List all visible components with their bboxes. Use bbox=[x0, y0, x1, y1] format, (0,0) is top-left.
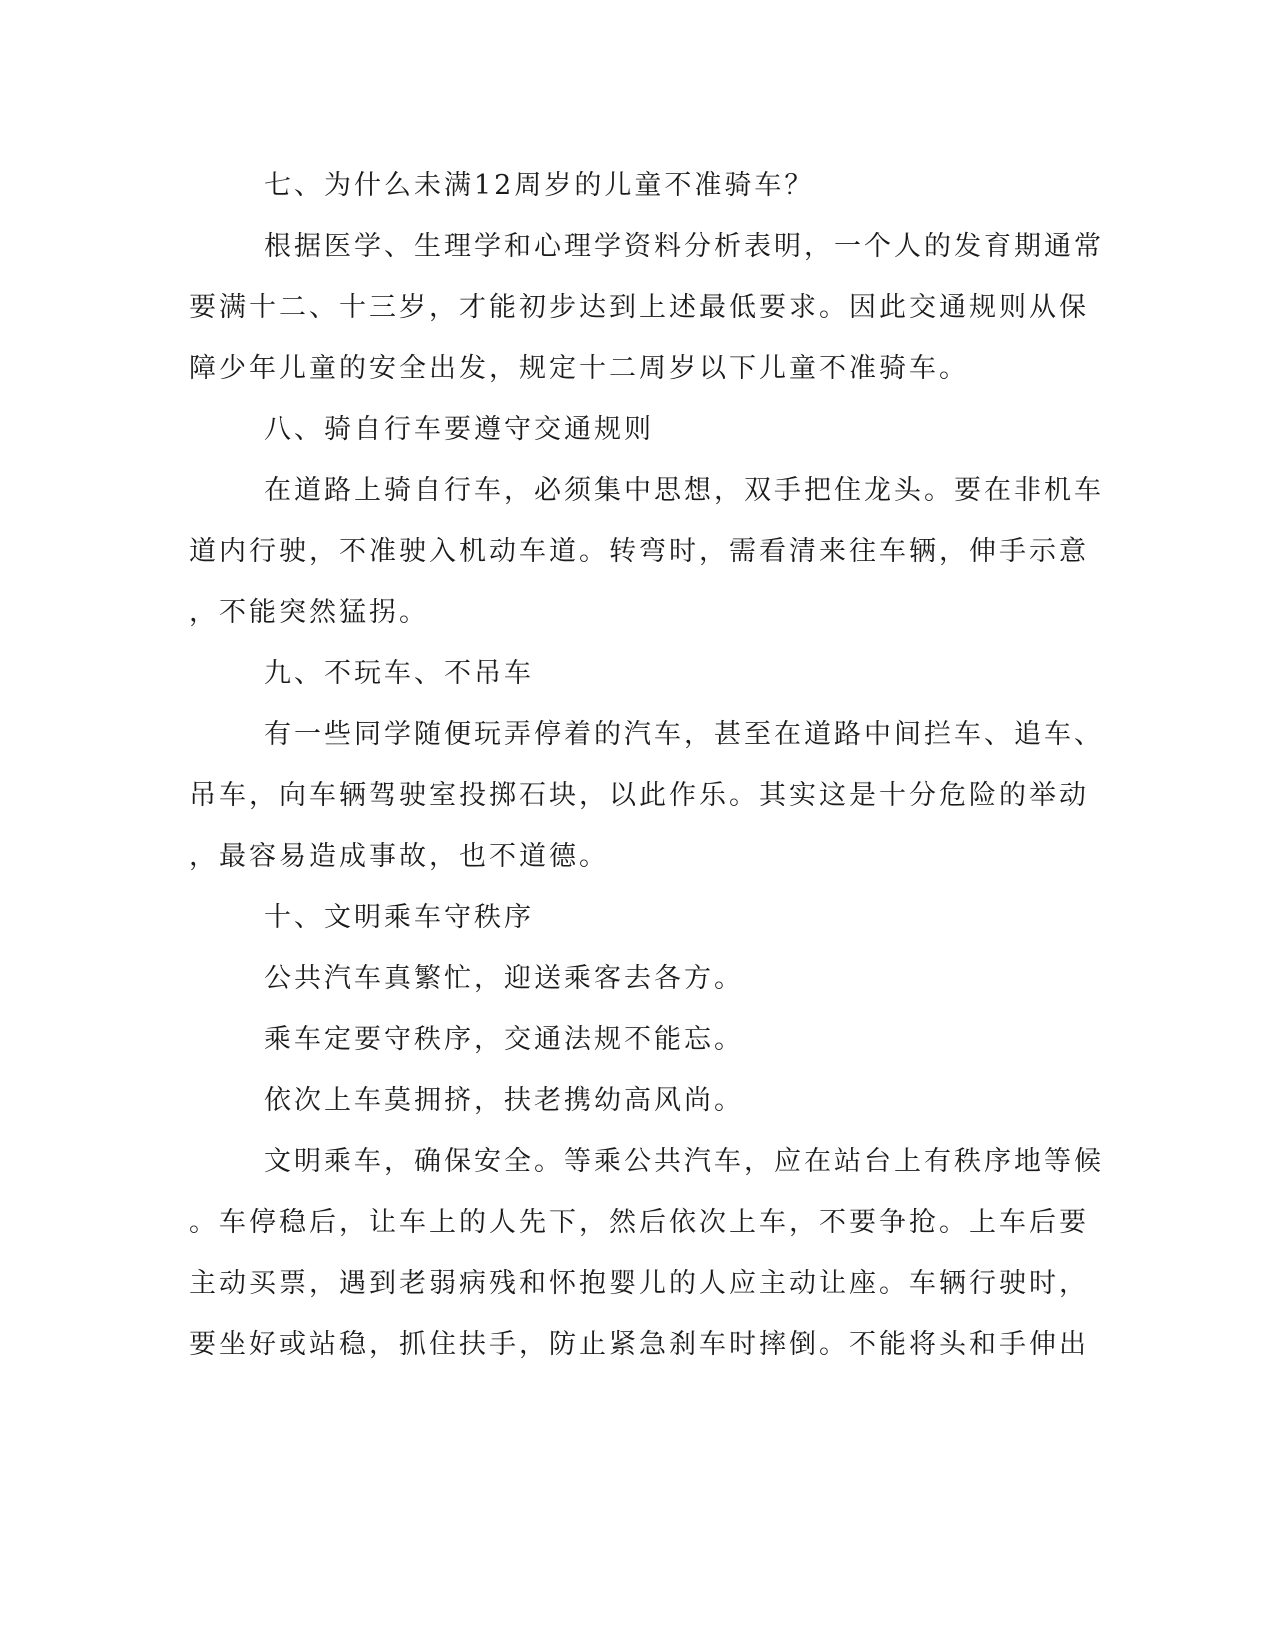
paragraph-line: 道内行驶，不准驶入机动车道。转弯时，需看清来往车辆，伸手示意 bbox=[189, 536, 1089, 567]
heading-seven: 七、为什么未满12周岁的儿童不准骑车？ bbox=[264, 170, 815, 201]
paragraph-line: 。车停稳后，让车上的人先下，然后依次上车，不要争抢。上车后要 bbox=[189, 1207, 1089, 1238]
heading-ten: 十、文明乘车守秩序 bbox=[264, 902, 534, 933]
paragraph-line: 要满十二、十三岁，才能初步达到上述最低要求。因此交通规则从保 bbox=[189, 292, 1089, 323]
heading-nine: 九、不玩车、不吊车 bbox=[264, 658, 534, 689]
verse-line: 公共汽车真繁忙，迎送乘客去各方。 bbox=[264, 963, 744, 994]
paragraph-line: 根据医学、生理学和心理学资料分析表明，一个人的发育期通常 bbox=[264, 231, 1104, 262]
paragraph-line: ，不能突然猛拐。 bbox=[189, 597, 429, 628]
paragraph-line: 在道路上骑自行车，必须集中思想，双手把住龙头。要在非机车 bbox=[264, 475, 1104, 506]
paragraph-line: 要坐好或站稳，抓住扶手，防止紧急刹车时摔倒。不能将头和手伸出 bbox=[189, 1329, 1089, 1360]
paragraph-line: 有一些同学随便玩弄停着的汽车，甚至在道路中间拦车、追车、 bbox=[264, 719, 1104, 750]
paragraph-line: ，最容易造成事故，也不道德。 bbox=[189, 841, 609, 872]
paragraph-line: 文明乘车，确保安全。等乘公共汽车，应在站台上有秩序地等候 bbox=[264, 1146, 1104, 1177]
verse-line: 依次上车莫拥挤，扶老携幼高风尚。 bbox=[264, 1085, 744, 1116]
verse-line: 乘车定要守秩序，交通法规不能忘。 bbox=[264, 1024, 744, 1055]
paragraph-line: 障少年儿童的安全出发，规定十二周岁以下儿童不准骑车。 bbox=[189, 353, 969, 384]
paragraph-line: 吊车，向车辆驾驶室投掷石块，以此作乐。其实这是十分危险的举动 bbox=[189, 780, 1089, 811]
heading-eight: 八、骑自行车要遵守交通规则 bbox=[264, 414, 654, 445]
paragraph-line: 主动买票，遇到老弱病残和怀抱婴儿的人应主动让座。车辆行驶时， bbox=[189, 1268, 1089, 1299]
